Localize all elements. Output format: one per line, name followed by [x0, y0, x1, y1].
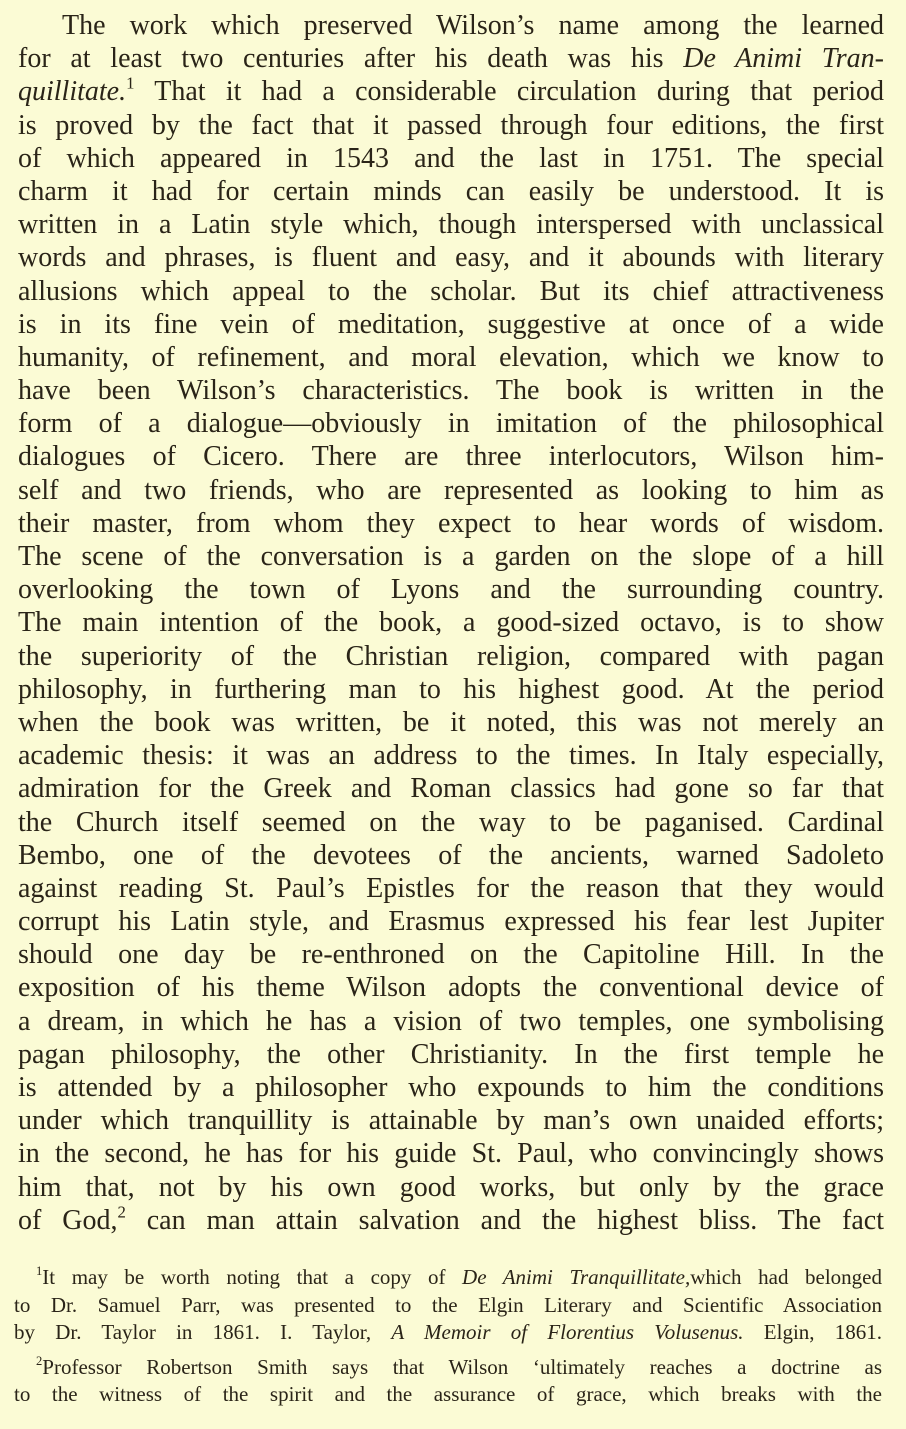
text-segment: written in a Latin style which, though interspersed with unclassical	[18, 209, 884, 241]
text-segment: the Church itself seemed on the way to be paganised. Cardinal	[18, 806, 884, 838]
text-line	[18, 507, 884, 540]
text-segment: It may be worth noting that a copy of	[42, 1265, 463, 1289]
body-paragraph	[18, 9, 884, 1237]
text-line	[18, 905, 884, 938]
text-segment: academic thesis: it was an address to the times. In Italy especially,	[18, 740, 884, 772]
footnote-line	[14, 1381, 882, 1409]
text-segment: corrupt his Latin style, and Erasmus expressed his fear lest Jupiter	[18, 906, 884, 938]
text-segment: should one day be re-enthroned on the Capitoline Hill. In the	[18, 939, 884, 971]
text-segment: which had belonged	[690, 1265, 882, 1289]
text-line	[18, 640, 884, 673]
text-segment: The scene of the conversation is a garden on the slope of a hill	[18, 541, 884, 572]
footnotes	[14, 1264, 882, 1409]
footnote-line	[14, 1264, 882, 1292]
text-line	[18, 971, 884, 1004]
text-segment: The main intention of the book, a good-sized octavo, is to show	[18, 607, 884, 639]
text-line	[18, 42, 884, 75]
text-line	[18, 9, 884, 42]
text-segment: admiration for the Greek and Roman classics had gone so far that	[18, 773, 884, 805]
text-segment: to Dr. Samuel Parr, was presented to the Elgin Literary and Scientific Association	[14, 1292, 882, 1317]
text-segment: him that, not by his own good works, but only by the grace	[18, 1171, 884, 1203]
text-line	[18, 1204, 884, 1237]
text-segment: a dream, in which he has a vision of two temples, one symbolising	[18, 1005, 884, 1037]
text-segment: the superiority of the Christian religion, compared with pagan	[18, 640, 884, 672]
text-segment: That it had a considerable circulation during that period	[134, 76, 884, 108]
text-segment: in the second, he has for his guide St. Paul, who convincingly shows	[18, 1138, 884, 1170]
footnote-line	[14, 1319, 882, 1347]
text-line	[18, 341, 884, 374]
text-segment: form of a dialogue—obviously in imitation of the philosophical	[18, 408, 884, 440]
footnote-line	[14, 1354, 882, 1382]
text-segment: their master, from whom they expect to hear words of wisdom.	[18, 507, 884, 539]
footnote-reference: 1	[36, 1264, 43, 1279]
text-segment: can man attain salvation and the highest bliss. The fact	[125, 1204, 885, 1236]
text-line	[18, 374, 884, 407]
text-line	[18, 241, 884, 274]
text-segment: charm it had for certain minds can easily be understood. It is	[18, 175, 884, 207]
text-line	[18, 308, 884, 341]
text-segment: allusions which appeal to the scholar. But its chief attractiveness	[18, 275, 884, 307]
text-line	[18, 1005, 884, 1038]
italic-title: quillitate.	[18, 76, 127, 108]
text-segment: pagan philosophy, the other Christianity. In the first temple he	[18, 1038, 884, 1070]
text-line	[18, 606, 884, 639]
text-line	[18, 839, 884, 872]
footnote-reference: 2	[117, 1202, 126, 1221]
text-line	[18, 407, 884, 440]
text-segment: of God,	[18, 1204, 118, 1236]
text-segment: by Dr. Taylor in 1861. I. Taylor,	[14, 1320, 392, 1344]
text-line	[18, 142, 884, 175]
text-line	[18, 1104, 884, 1137]
italic-title: A Memoir of Florentius Volusenus.	[391, 1320, 744, 1344]
text-line	[18, 109, 884, 142]
text-line	[18, 1137, 884, 1170]
text-segment: Professor Robertson Smith says that Wilson ‘ultimately reaches a doctrine as	[42, 1354, 882, 1379]
text-line	[18, 706, 884, 739]
text-line	[18, 440, 884, 473]
text-segment: self and two friends, who are represented as looking to him as	[18, 474, 884, 506]
text-segment: words and phrases, is fluent and easy, and it abounds with literary	[18, 242, 884, 274]
text-line	[18, 275, 884, 308]
text-line	[18, 806, 884, 839]
text-line	[18, 573, 884, 606]
text-segment: dialogues of Cicero. There are three interlocutors, Wilson him-	[18, 441, 884, 473]
text-line	[18, 474, 884, 507]
footnote-reference: 1	[126, 73, 135, 93]
text-line	[18, 1171, 884, 1204]
text-segment: philosophy, in furthering man to his highest good. At the period	[18, 673, 884, 705]
text-line	[18, 1038, 884, 1071]
text-segment: when the book was written, be it noted, this was not merely an	[18, 706, 884, 738]
text-segment: exposition of his theme Wilson adopts the conventional device of	[18, 972, 884, 1004]
text-line	[18, 540, 884, 573]
text-segment: is proved by the fact that it passed through four editions, the first	[18, 109, 884, 141]
text-line	[18, 772, 884, 805]
text-line	[18, 673, 884, 706]
text-line	[18, 938, 884, 971]
text-segment: for at least two centuries after his death was his	[18, 43, 684, 75]
text-line	[18, 739, 884, 772]
footnote-line	[14, 1292, 882, 1320]
text-segment: is attended by a philosopher who expounds to him the conditions	[18, 1072, 884, 1103]
text-segment: is in its fine vein of meditation, suggestive at once of a wide	[18, 308, 884, 340]
text-line	[18, 1071, 884, 1104]
text-line	[18, 75, 884, 108]
italic-title: De Animi Tran-	[683, 43, 884, 75]
text-line	[18, 872, 884, 905]
text-segment: of which appeared in 1543 and the last in 1751. The special	[18, 142, 884, 174]
italic-title: De Animi Tranquillitate,	[462, 1265, 691, 1289]
text-segment: to the witness of the spirit and the assurance of grace, which breaks with the	[14, 1382, 882, 1406]
text-segment: Elgin, 1861.	[743, 1320, 883, 1344]
text-segment: under which tranquillity is attainable by man’s own unaided efforts;	[18, 1105, 884, 1137]
text-segment: The work which preserved Wilson’s name among the learned	[62, 10, 884, 41]
text-segment: humanity, of refinement, and moral elevation, which we know to	[18, 341, 884, 373]
footnote-reference: 2	[36, 1353, 43, 1368]
text-segment: Bembo, one of the devotees of the ancients, warned Sadoleto	[18, 839, 884, 871]
text-segment: against reading St. Paul’s Epistles for the reason that they would	[18, 872, 884, 904]
text-segment: have been Wilson’s characteristics. The book is written in the	[18, 375, 884, 407]
text-segment: overlooking the town of Lyons and the surrounding country.	[18, 574, 884, 606]
text-line	[18, 208, 884, 241]
text-line	[18, 175, 884, 208]
